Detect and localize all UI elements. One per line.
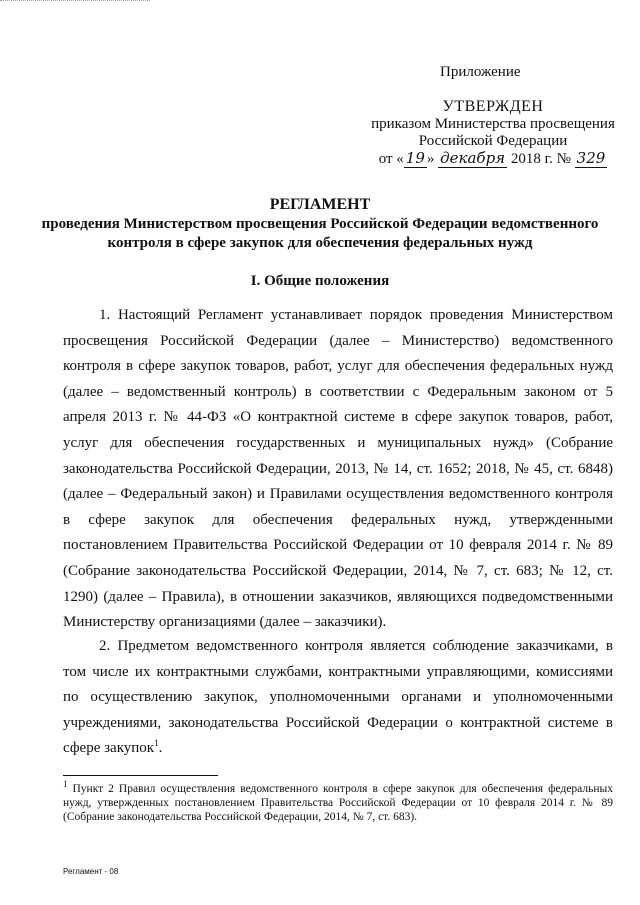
scan-edge-rule — [0, 0, 150, 2]
date-day-handwritten: 19 — [405, 149, 425, 167]
paragraph-1: 1. Настоящий Регламент устанавливает порядок проведения Министерством просвещения Российской Федерации (далее – Министерство) ведомственного контроля в сфере закупок товаров, работ, услуг для обеспечения федеральных нужд (далее – ведомственный контроль) в соответствии с Федеральным законом от 5 апреля 2013 г. № 44-ФЗ «О контрактной системе в сфере закупок товаров, работ, услуг для обеспечения государственных и муниципальных нужд» (Собрание законодательства Российской Федерации, 2013, № 14, ст. 1652; 2018, № 45, ст. 6848) (далее – Федеральный закон) и Правилами осуществления ведомственного контроля в сфере закупок для обеспечения федеральных нужд, утвержденными постановлением Правительства Российской Федерации от 10 февраля 2014 г. № 89 (Собрание законодательства Российской Федерации, 2014, № 7, ст. 683; № 12, ст. 1290) (далее – Правила), в отношении заказчиков, являющихся подведомственными Министерству организациями (далее – заказчики). — [63, 307, 613, 631]
footnote-mark: 1 — [63, 779, 68, 790]
footnote-divider — [63, 775, 218, 776]
approval-order — [368, 116, 618, 150]
date-month-handwritten: декабря — [440, 149, 506, 167]
paragraph-2-end: . — [158, 740, 163, 757]
appendix-label: Приложение — [440, 64, 521, 80]
date-prefix: от « — [378, 151, 404, 167]
order-number-handwritten: 329 — [576, 149, 606, 167]
document-subtitle: проведения Министерством просвещения Российской Федерации ведомственного контроля в сфере закупок для обеспечения федеральных нужд — [41, 216, 599, 251]
page-footer-label: Регламент - 08 — [63, 867, 119, 876]
paragraph-2 — [63, 634, 613, 762]
date-year: 2018 г. № — [510, 151, 571, 167]
paragraph-2-text: 2. Предметом ведомственного контроля является соблюдение заказчиками, в том числе их контрактными службами, контрактными управляющими, комиссиями по осуществлению закупок, уполномоченными органами и уполномоченными учреждениями, законодательства Российской Федерации о контрактной системе в сфере закупок — [63, 638, 613, 757]
approved-stamp: УТВЕРЖДЕН — [442, 98, 544, 115]
footnote-reference[interactable]: 1 — [154, 738, 159, 749]
document-title: РЕГЛАМЕНТ — [269, 196, 371, 213]
order-date-line — [368, 150, 618, 168]
section-heading: I. Общие положения — [250, 273, 390, 289]
date-mid: » — [426, 151, 435, 167]
footnote-text: Пункт 2 Правил осуществления ведомственного контроля в сфере закупок для обеспечения федеральных нужд, утвержденных постановлением Правительства Российской Федерации от 10 февраля 2014 г. № 89 (Собрание законодательства Российской Федерации, 2014, № 7, ст. 683). — [63, 783, 614, 823]
footnote — [63, 779, 614, 824]
order-line-1: приказом Министерства просвещения — [371, 116, 615, 132]
order-line-2: Российской Федерации — [418, 133, 568, 149]
